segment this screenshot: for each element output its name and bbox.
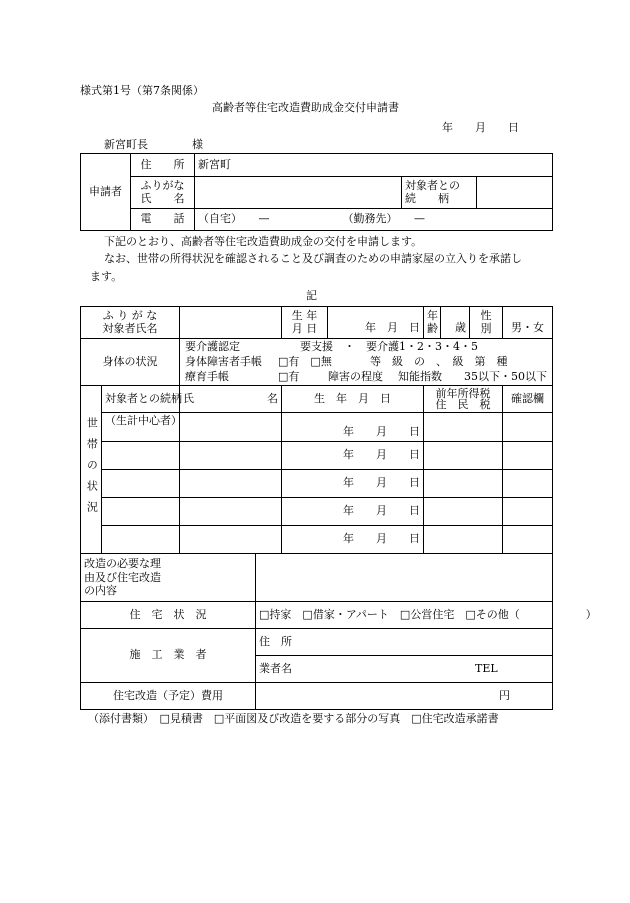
household-tax-cell[interactable] xyxy=(424,413,503,442)
request-text-line1: 下記のとおり、高齢者等住宅改造費助成金の交付を申請します。 xyxy=(104,235,423,248)
phone-label: 電 話 xyxy=(131,209,195,231)
household-tax-cell[interactable] xyxy=(424,470,503,498)
household-confirm-cell[interactable] xyxy=(503,498,553,526)
housing-label: 住 宅 状 況 xyxy=(81,602,256,629)
household-birth-cell[interactable]: 年 月 日 xyxy=(282,498,424,526)
sex-field[interactable]: 男・女 xyxy=(503,307,553,339)
birth-field[interactable]: 年 月 日 xyxy=(328,307,424,339)
relation-field[interactable] xyxy=(477,177,553,209)
disability-book-options[interactable]: □有 □無 xyxy=(278,355,332,368)
target-name-field[interactable] xyxy=(180,307,282,339)
household-confirm-cell[interactable] xyxy=(503,413,553,442)
address-value[interactable]: 新宮町 xyxy=(195,154,553,177)
household-confirm-cell[interactable] xyxy=(503,470,553,498)
ki-mark: 記 xyxy=(306,289,317,302)
care-cert-label: 要介護認定 xyxy=(185,340,241,353)
household-birth-cell[interactable]: 年 月 日 xyxy=(282,413,424,442)
household-birth-cell[interactable]: 年 月 日 xyxy=(282,470,424,498)
reason-field[interactable] xyxy=(256,554,553,602)
contractor-label: 施 工 業 者 xyxy=(81,629,256,683)
disability-level-label: 障害の程度 xyxy=(328,370,384,383)
disability-grade: 等 級 の 、 級 第 種 xyxy=(370,355,508,368)
name-field[interactable] xyxy=(195,177,402,209)
rehab-book-options[interactable]: □有 xyxy=(278,370,300,383)
household-tax-cell[interactable] xyxy=(424,498,503,526)
household-tax-cell[interactable] xyxy=(424,442,503,470)
household-name-cell[interactable] xyxy=(180,442,282,470)
household-name-cell[interactable] xyxy=(180,526,282,554)
household-row xyxy=(81,413,553,442)
main-table xyxy=(80,306,597,710)
rehab-book-label: 療育手帳 xyxy=(185,370,230,383)
household-confirm-cell[interactable] xyxy=(503,526,553,554)
target-name-label: ふ り が な 対象者氏名 xyxy=(81,307,180,339)
household-relation-cell[interactable]: （生計中心者） xyxy=(102,413,180,442)
household-name-cell[interactable] xyxy=(180,413,282,442)
phone-home: （自宅） — xyxy=(198,212,270,226)
contractor-name-label: 業者名 xyxy=(259,661,293,675)
phone-field[interactable] xyxy=(195,209,553,231)
contractor-address[interactable]: 住 所 xyxy=(256,629,553,656)
household-name-cell[interactable] xyxy=(180,470,282,498)
household-tax-cell[interactable] xyxy=(424,526,503,554)
sex-label: 性 別 xyxy=(470,307,503,339)
iq-label: 知能指数 xyxy=(398,370,443,383)
cost-field[interactable]: 円 xyxy=(256,683,553,710)
applicant-section-label: 申請者 xyxy=(81,154,131,231)
birth-label: 生 年 月 日 xyxy=(282,307,328,339)
cost-label: 住宅改造（予定）費用 xyxy=(81,683,256,710)
applicant-table xyxy=(80,153,553,231)
request-text-line2: なお、世帯の所得状況を確認されること及び調査のための申請家屋の立入りを承諾し xyxy=(104,252,522,265)
household-row xyxy=(81,526,553,554)
age-label: 年 齢 xyxy=(424,307,441,339)
household-relation-cell[interactable] xyxy=(102,498,180,526)
age-field[interactable]: 歳 xyxy=(441,307,470,339)
reason-label: 改造の必要な理 由及び住宅改造 の内容 xyxy=(81,554,256,602)
name-label: ふりがな 氏 名 xyxy=(131,177,195,209)
attachments-line: （添付書類） □見積書 □平面図及び改造を要する部分の写真 □住宅改造承諾書 xyxy=(88,712,499,725)
household-side-label: 世帯の状況 xyxy=(81,386,102,554)
household-birth-cell[interactable]: 年 月 日 xyxy=(282,442,424,470)
household-row xyxy=(81,470,553,498)
address-label: 住 所 xyxy=(131,154,195,177)
form-number: 様式第1号（第7条関係） xyxy=(80,84,204,97)
household-row xyxy=(81,498,553,526)
contractor-name[interactable] xyxy=(256,656,553,683)
household-birth-cell[interactable]: 年 月 日 xyxy=(282,526,424,554)
household-relation-cell[interactable] xyxy=(102,442,180,470)
household-relation-cell[interactable] xyxy=(102,526,180,554)
col-birth: 生 年 月 日 xyxy=(282,386,424,413)
col-tax: 前年所得税 住 民 税 xyxy=(424,386,503,413)
housing-options[interactable]: □持家 □借家・アパート □公営住宅 □その他（ ） xyxy=(256,602,553,629)
household-row xyxy=(81,442,553,470)
care-cert-options[interactable]: 要支援 ・ 要介護1・2・3・4・5 xyxy=(300,340,479,353)
request-text-line3: ます。 xyxy=(90,270,123,283)
col-confirm: 確認欄 xyxy=(503,386,553,413)
addressee: 新宮町長 様 xyxy=(104,138,203,151)
form-title: 高齢者等住宅改造費助成金交付申請書 xyxy=(212,101,399,114)
contractor-tel-label: TEL xyxy=(475,661,498,675)
disability-book-label: 身体障害者手帳 xyxy=(185,355,263,368)
col-relation: 対象者との続柄 xyxy=(102,386,180,413)
iq-options[interactable]: 35以下・50以下 xyxy=(464,370,548,383)
relation-label: 対象者との 続 柄 xyxy=(402,177,477,209)
physical-details xyxy=(180,339,553,386)
date-line: 年 月 日 xyxy=(442,121,519,134)
household-relation-cell[interactable] xyxy=(102,470,180,498)
phone-work: （勤務先） — xyxy=(342,212,425,226)
household-confirm-cell[interactable] xyxy=(503,442,553,470)
physical-label: 身体の状況 xyxy=(81,339,180,386)
household-name-cell[interactable] xyxy=(180,498,282,526)
col-name: 氏 名 xyxy=(180,386,282,413)
